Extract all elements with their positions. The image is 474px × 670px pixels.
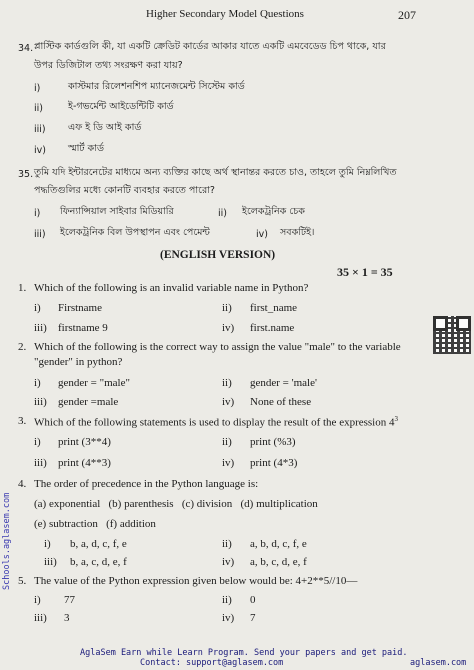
exponent: 3: [394, 415, 398, 423]
option-text: gender = 'male': [250, 377, 317, 389]
option-text: ইলেকট্রনিক চেক: [242, 206, 305, 217]
question-text: Which of the following is the correct way to assign the value "male" to the variable: [34, 341, 401, 353]
footer-promo-text: AglaSem Earn while Learn Program. Send your papers and get paid.: [80, 648, 408, 658]
option-text: print (4**3): [58, 457, 111, 469]
option-text: b, a, c, d, e, f: [70, 556, 127, 568]
option-label: iv): [222, 396, 235, 408]
option-text: ই-গভর্মেন্ট আইডেন্টিটি কার্ড: [68, 101, 174, 112]
option-label: iv): [34, 145, 46, 156]
option-label: iii): [34, 229, 46, 240]
question-text: The value of the Python expression given below would be: 4+2**5//10—: [34, 575, 358, 587]
option-label: iii): [34, 124, 46, 135]
option-text: 0: [250, 594, 256, 606]
option-label: i): [34, 302, 41, 314]
option-label: iii): [44, 556, 57, 568]
option-label: iv): [222, 612, 235, 624]
option-text: ফিন্যান্সিয়াল সাইবার মিডিয়ারি: [60, 206, 174, 217]
option-label: ii): [222, 436, 232, 448]
question-text: তুমি যদি ইন্টারনেটের মাধ্যমে অন্য ব্যক্তির কাছে অর্থ স্থানান্তর করতে চাও, তাহলে তুমি নিম্নলিখিত: [34, 167, 397, 178]
option-text: a, b, d, c, f, e: [250, 538, 307, 550]
section-title: (ENGLISH VERSION): [160, 249, 276, 261]
footer-brand-link[interactable]: aglasem.com: [410, 658, 467, 668]
option-text: কাস্টমার রিলেশনশিপ ম্যানেজমেন্ট সিস্টেম কার্ড: [68, 81, 245, 92]
page-number: 207: [398, 8, 416, 22]
option-text: print (%3): [250, 436, 296, 448]
question-number: 4.: [18, 478, 27, 490]
option-text: Firstname: [58, 302, 102, 314]
option-label: i): [34, 377, 41, 389]
question-number: 2.: [18, 341, 27, 353]
question-text: [34, 415, 398, 429]
option-label: i): [44, 538, 51, 550]
side-watermark: Schools.aglasem.com: [2, 492, 12, 590]
option-text: সবকটিই।: [280, 227, 315, 238]
marks-allocation: 35 × 1 = 35: [337, 265, 393, 279]
option-label: iii): [34, 457, 47, 469]
option-label: ii): [34, 103, 43, 114]
question-text: "gender" in python?: [34, 356, 123, 368]
option-text: b, a, d, c, f, e: [70, 538, 127, 550]
option-label: ii): [222, 302, 232, 314]
question-number: 35.: [18, 169, 34, 180]
option-text: 3: [64, 612, 70, 624]
option-label: ii): [218, 208, 227, 219]
option-label: iv): [222, 322, 235, 334]
option-label: i): [34, 436, 41, 448]
precedence-items: (a) exponential (b) parenthesis (c) division (d) multiplication: [34, 498, 318, 510]
option-text: None of these: [250, 396, 312, 408]
option-label: i): [34, 208, 41, 219]
question-number: 1.: [18, 282, 27, 294]
page-header-title: Higher Secondary Model Questions: [146, 8, 304, 20]
option-label: iv): [222, 457, 235, 469]
question-text: The order of precedence in the Python language is:: [34, 478, 259, 490]
question-number: 34.: [18, 43, 34, 54]
question-text: প্লাস্টিক কার্ডগুলি কী, যা একটি ক্রেডিট কার্ডের আকার যাতে একটি এমবেডেড চিপ থাকে, যার: [34, 41, 386, 52]
option-label: ii): [222, 538, 232, 550]
option-label: ii): [222, 594, 232, 606]
question-number: 3.: [18, 415, 27, 427]
option-text: print (3**4): [58, 436, 111, 448]
option-text: gender =male: [58, 396, 119, 408]
option-text: 7: [250, 612, 256, 624]
option-text: first_name: [250, 302, 298, 314]
option-text: a, b, c, d, e, f: [250, 556, 307, 568]
option-text: ইলেকট্রনিক বিল উপস্থাপন এবং পেমেন্ট: [60, 227, 210, 238]
question-text-main: Which of the following statements is used to display the result of the expression 4: [34, 416, 395, 429]
qr-code-image: [433, 316, 471, 354]
question-text: Which of the following is an invalid variable name in Python?: [34, 282, 309, 294]
footer-contact[interactable]: Contact: support@aglasem.com: [140, 658, 284, 668]
option-text: gender = "male": [58, 377, 130, 389]
footer: [0, 648, 474, 670]
option-label: iii): [34, 322, 47, 334]
option-label: i): [34, 83, 41, 94]
option-label: iii): [34, 396, 47, 408]
option-text: স্মার্ট কার্ড: [68, 143, 104, 154]
option-text: firstname 9: [58, 322, 108, 334]
option-label: iv): [256, 229, 268, 240]
option-text: 77: [64, 594, 75, 606]
precedence-items: (e) subtraction (f) addition: [34, 518, 156, 530]
option-label: ii): [222, 377, 232, 389]
option-text: first.name: [250, 322, 295, 334]
option-text: print (4*3): [250, 457, 298, 469]
option-label: iv): [222, 556, 235, 568]
option-text: এফ ই ডি আই কার্ড: [68, 122, 142, 133]
option-label: i): [34, 594, 41, 606]
question-text: উপর ডিজিটাল তথ্য সংরক্ষণ করা যায়?: [34, 60, 183, 71]
option-label: iii): [34, 612, 47, 624]
question-text: পদ্ধতিগুলির মধ্যে কোনটি ব্যবহার করতে পারো?: [34, 185, 215, 196]
question-number: 5.: [18, 575, 27, 587]
